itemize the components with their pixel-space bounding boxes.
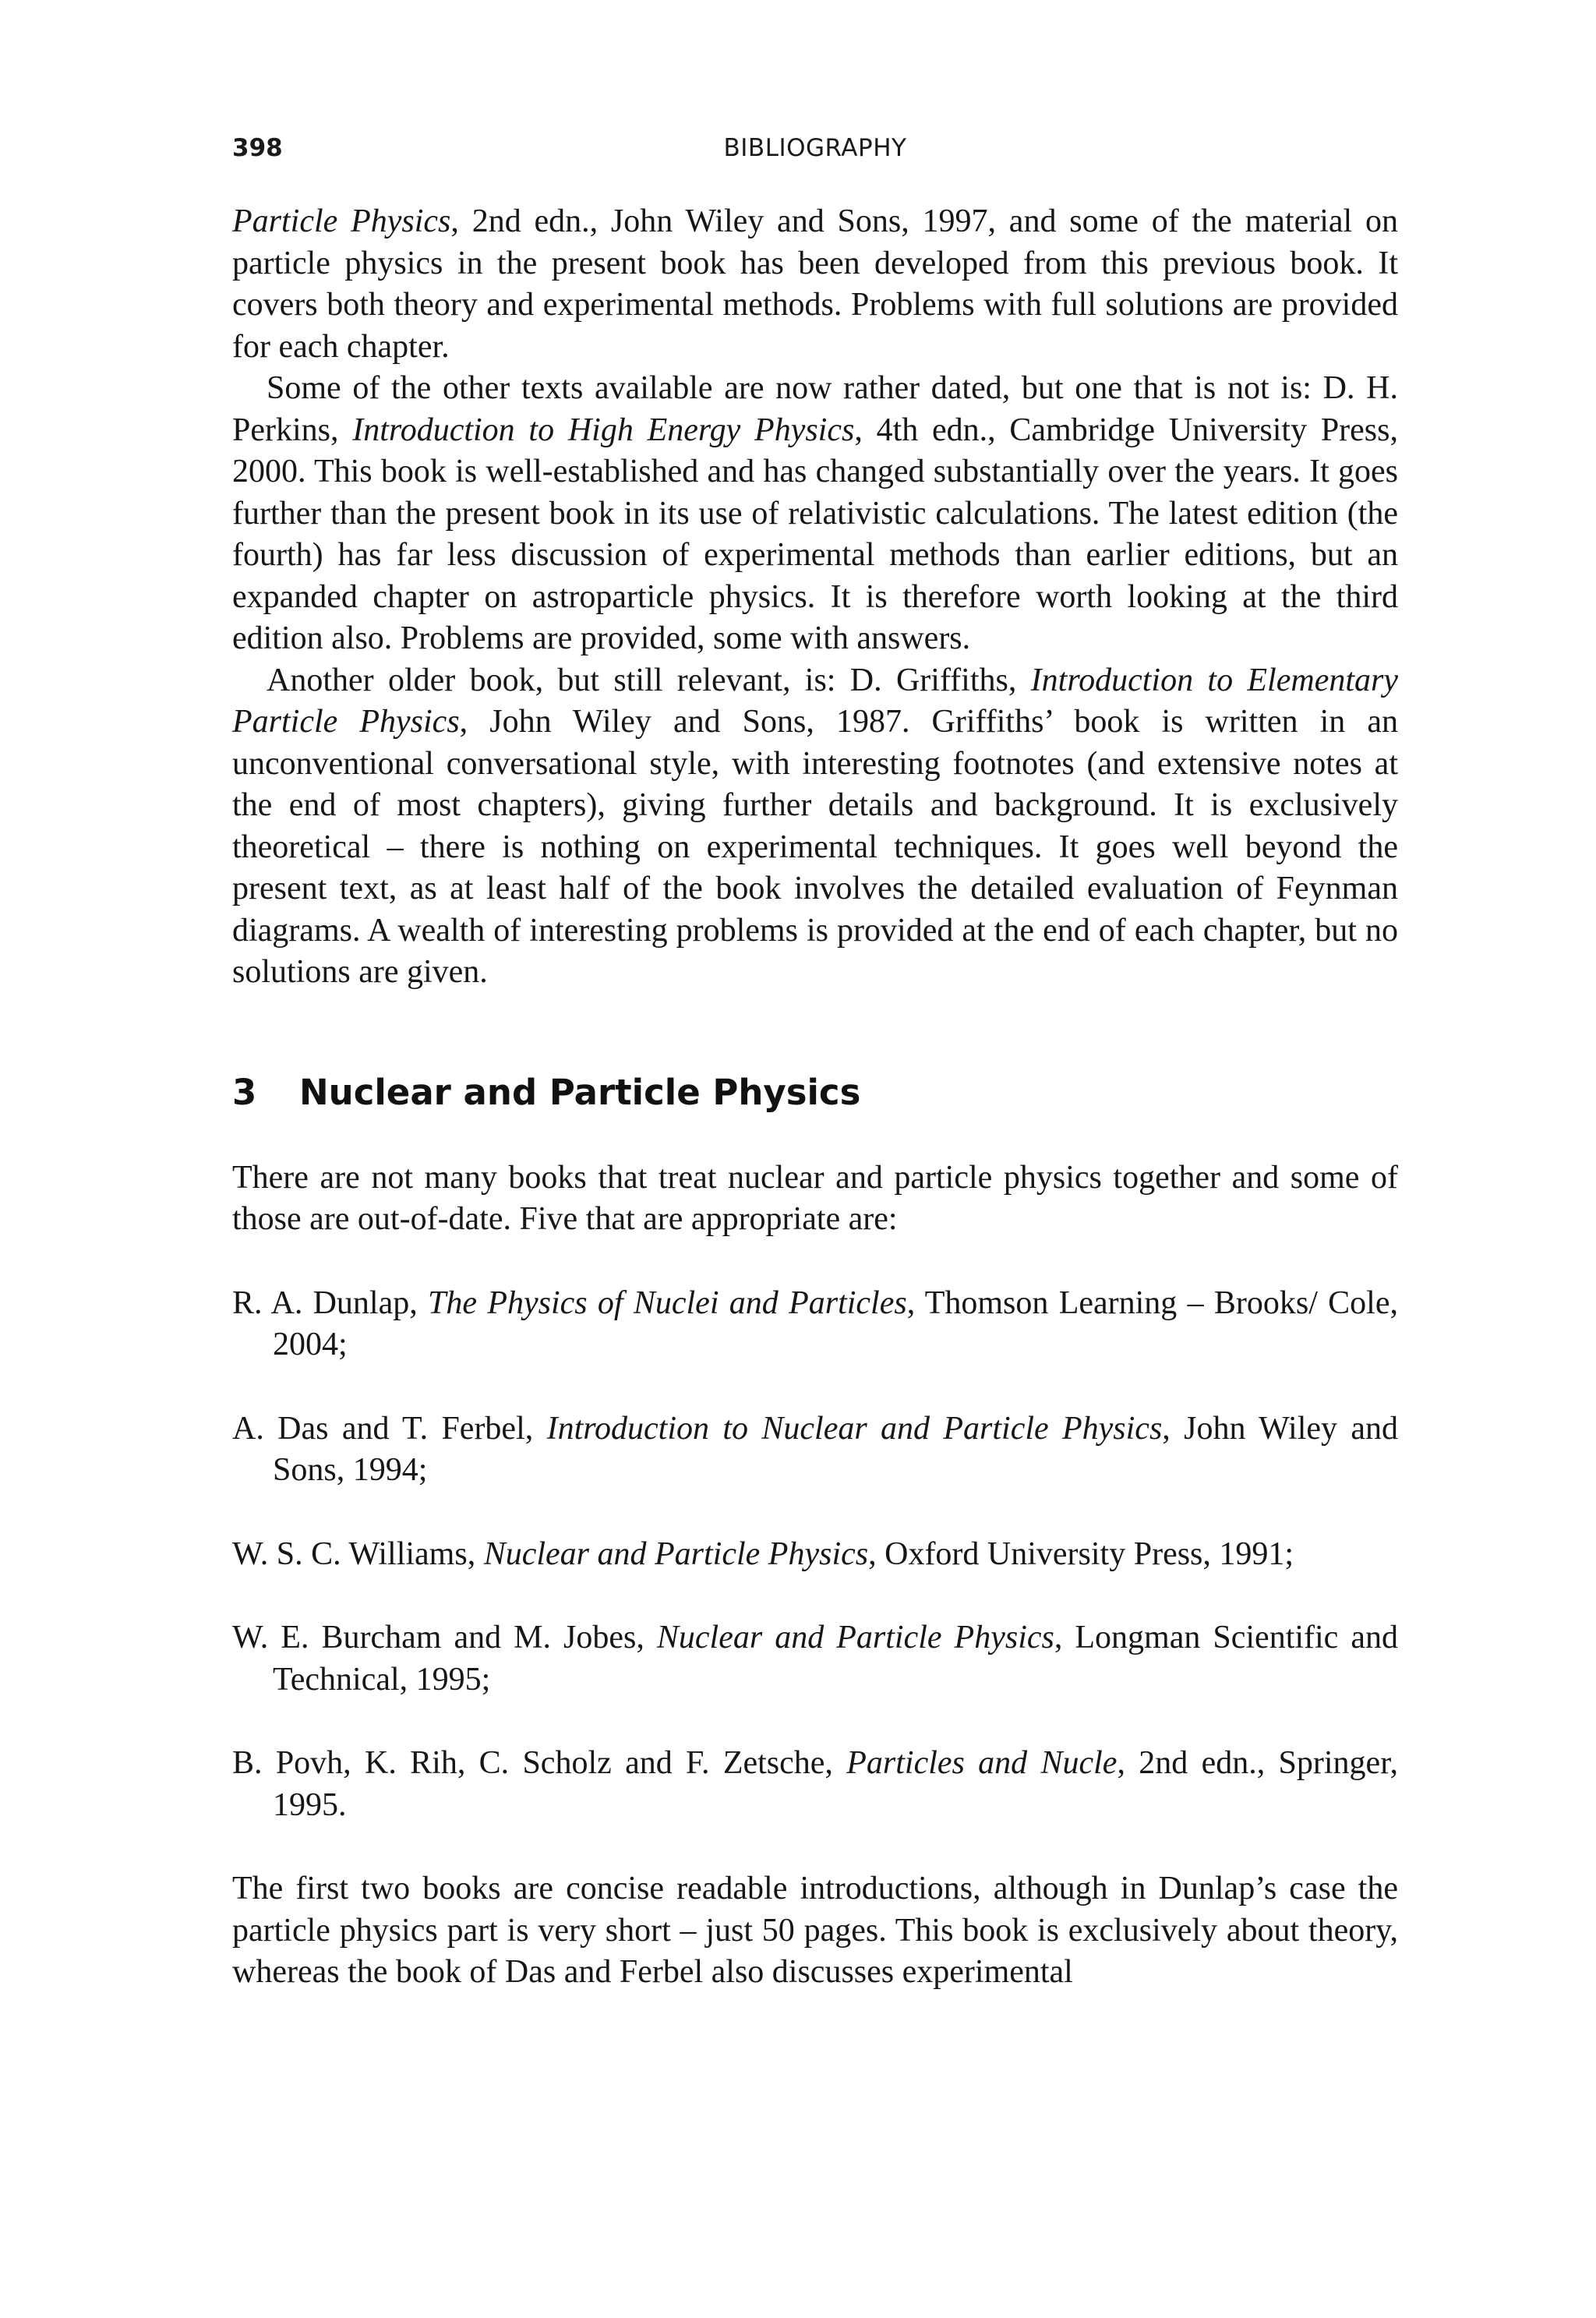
paragraph-1	[232, 201, 1398, 368]
paragraph-text: , 4th edn., Cambridge University Press, 2000. This book is well-established and has changed substantially over the years. It goes further than the present book in its use of relativistic calculations. The latest edition (the fourth) has far less discussion of experimental methods than earlier editions, but an expanded chapter on astroparticle physics. It is therefore worth looking at the third edition also. Problems are provided, some with answers.	[232, 412, 1398, 656]
reference-details: , 2nd edn., Springer, 1995.	[273, 1745, 1398, 1823]
paragraph-text: Some of the other texts available are now rather dated, but one that is not is: D. H. Perkins,	[232, 370, 1398, 448]
reference-title: Introduction to Nuclear and Particle Physics	[546, 1410, 1163, 1447]
book-title: Particle Physics	[232, 203, 451, 239]
reference-list	[232, 1283, 1398, 1827]
page-body	[232, 201, 1398, 1994]
reference-item	[232, 1534, 1398, 1576]
paragraph-text: , 2nd edn., John Wiley and Sons, 1997, and some of the material on particle physics in the present book has been developed from this previous book. It covers both theory and experimental methods. Problems with full solutions are provided for each chapter.	[232, 203, 1398, 365]
reference-item	[232, 1283, 1398, 1366]
book-title: Introduction to Elementary Particle Physics	[232, 662, 1399, 740]
reference-item	[232, 1408, 1398, 1492]
paragraph-2	[232, 368, 1398, 660]
section-number: 3	[232, 1071, 257, 1113]
reference-details: , Longman Scientific and Technical, 1995;	[273, 1620, 1398, 1698]
reference-title: Particles and Nucle	[846, 1745, 1118, 1781]
paragraph-text: Another older book, but still relevant, is: D. Griffiths,	[267, 662, 1031, 698]
running-head: BIBLIOGRAPHY	[723, 134, 907, 162]
section-heading	[232, 1071, 1398, 1115]
page-number: 398	[232, 134, 283, 162]
reference-details: , John Wiley and Sons, 1994;	[273, 1410, 1398, 1488]
section-title: Nuclear and Particle Physics	[299, 1071, 861, 1113]
reference-authors: A. Das and T. Ferbel,	[232, 1410, 547, 1447]
reference-authors: W. S. C. Williams,	[232, 1535, 484, 1572]
book-title: Introduction to High Energy Physics	[352, 412, 855, 448]
paragraph-text: , John Wiley and Sons, 1987. Griffiths’ book is written in an unconventional conversational style, with interesting footnotes (and extensive notes at the end of most chapters), giving further details and background. It is exclusively theoretical – there is nothing on experimental techniques. It goes well beyond the present text, as at least half of the book involves the detailed evaluation of Feynman diagrams. A wealth of interesting problems is provided at the end of each chapter, but no solutions are given.	[232, 704, 1398, 990]
reference-details: , Thomson Learning – Brooks/ Cole, 2004;	[273, 1284, 1398, 1362]
reference-details: , Oxford University Press, 1991;	[868, 1535, 1294, 1572]
closing-paragraph: The first two books are concise readable introductions, although in Dunlap’s case the particle physics part is very short – just 50 pages. This book is exclusively about theory, whereas the book of Das and Ferbel also discusses experimental	[232, 1871, 1398, 1990]
page-header	[232, 134, 1398, 173]
reference-authors: B. Povh, K. Rih, C. Scholz and F. Zetsche,	[232, 1745, 847, 1781]
reference-item	[232, 1617, 1398, 1701]
paragraph-3	[232, 660, 1398, 994]
reference-title: The Physics of Nuclei and Particles	[428, 1284, 907, 1321]
reference-title: Nuclear and Particle Physics	[483, 1535, 869, 1572]
reference-item	[232, 1743, 1398, 1826]
reference-title: Nuclear and Particle Physics	[656, 1620, 1054, 1655]
reference-authors: R. A. Dunlap,	[232, 1284, 429, 1321]
reference-authors: W. E. Burcham and M. Jobes,	[232, 1620, 657, 1655]
section-intro: There are not many books that treat nuclear and particle physics together and some of those are out-of-date. Five that are appropriate are:	[232, 1159, 1398, 1237]
